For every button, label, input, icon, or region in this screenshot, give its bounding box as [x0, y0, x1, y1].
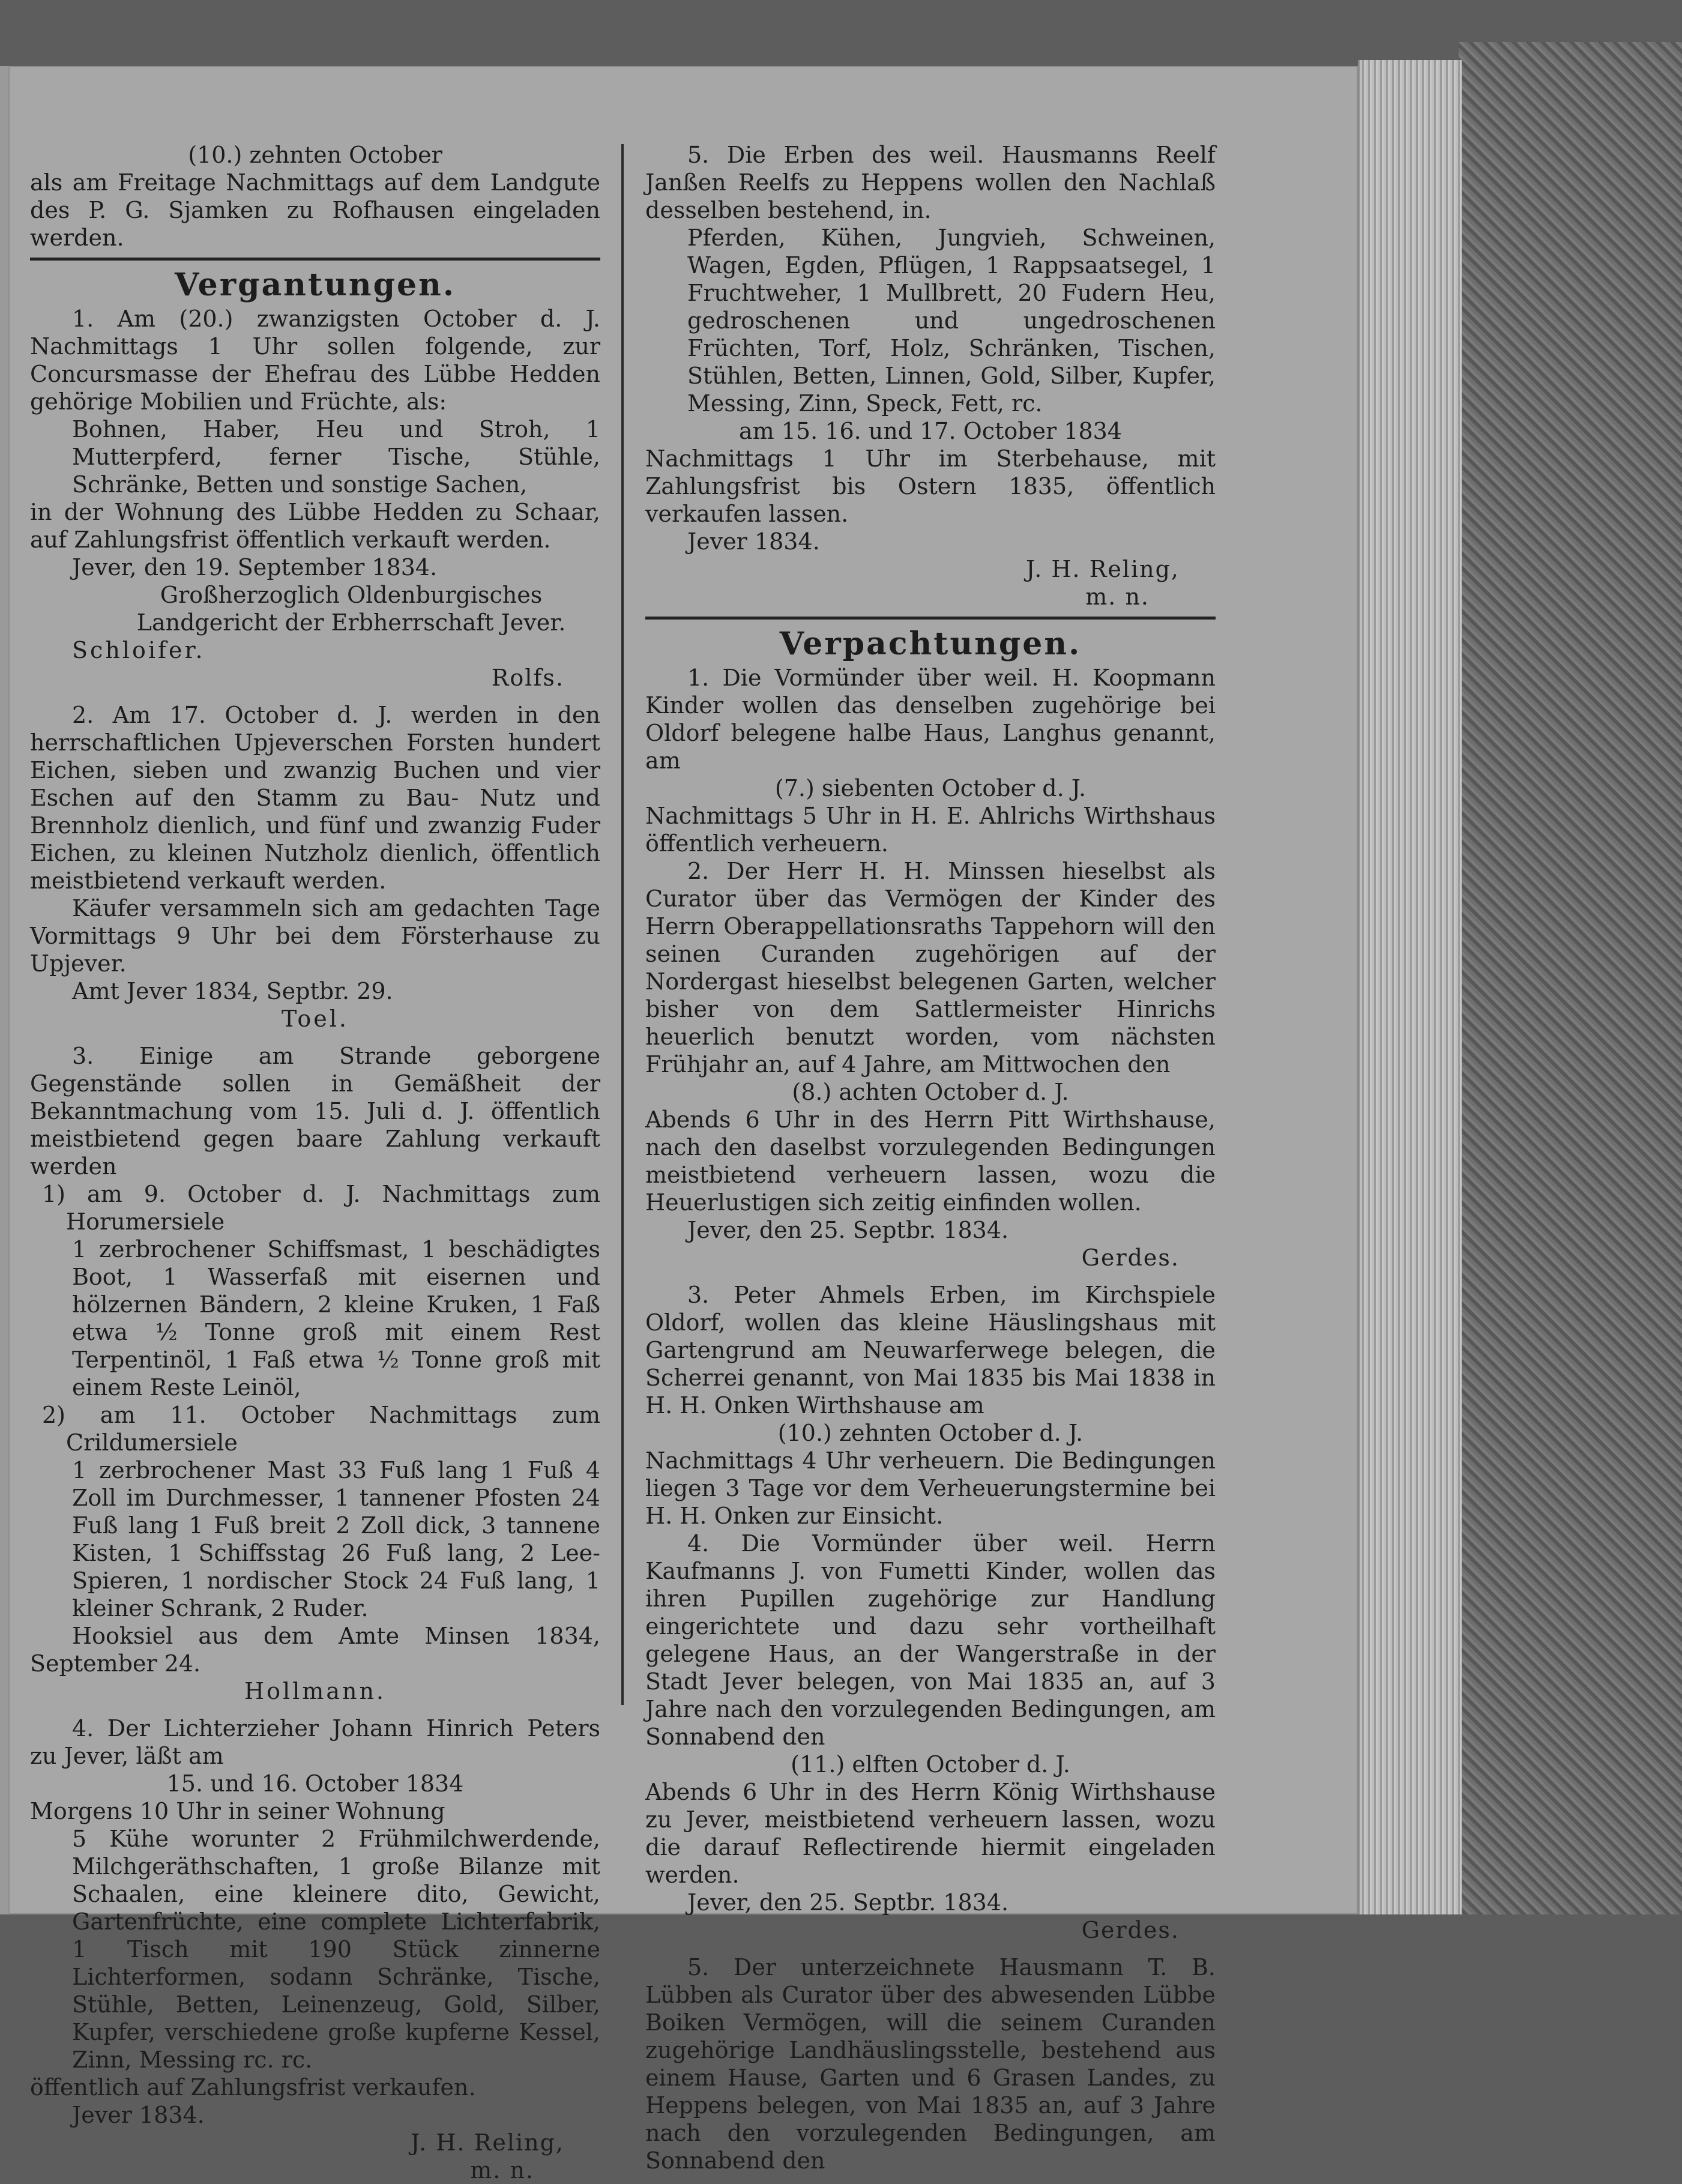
notice-5-items: Pferden, Kühen, Jungvieh, Schweinen, Wagen, Egden, Pflügen, 1 Rappsaatsegel, 1 Fruchtweher, 1 Mullbrett, 20 Fudern Heu, gedroschenen und ungedroschenen Früchten, Torf, Holz, Schränken, Tischen, Stühlen, Betten, Linnen, Gold, Silber, Kupfer, Messing, Zinn, Speck, Fett, rc. — [687, 225, 1216, 417]
spacer — [645, 1271, 1216, 1281]
notice-5-date-line: am 15. 16. und 17. October 1834 — [738, 418, 1122, 444]
notice-2-text: 2. Am 17. October d. J. werden in den herrschaftlichen Upjeverschen Forsten hundert Eichen, sieben und zwanzig Buchen und vier Eschen auf den Stamm zu Bau- Nutz und Brennholz dienlich, und fünf und zwanzig Fuder Eichen, zu kleinen Nutzholz dienlich, öffentlich meistbietend verkauft werden. — [30, 702, 600, 894]
notice-5-signature: J. H. Reling, — [1025, 556, 1180, 582]
lease-3-intro: 3. Peter Ahmels Erben, im Kirchspiele Oldorf, wollen das kleine Häuslingshaus mit Gartengrund am Neuwarferwege belegen, die Scherrei genannt, von Mai 1835 bis Mai 1838 in H. H. Onken Wirthshause am — [645, 1282, 1216, 1419]
notice-4-items: 5 Kühe worunter 2 Frühmilchwerdende, Milchgeräthschaften, 1 große Bilanze mit Schaalen, eine kleinere dito, Gewicht, Gartenfrüchte, eine complete Lichterfabrik, 1 Tisch mit 190 Stück zinnerne Lichterformen, sodann Schränke, Tische, Stühle, Betten, Leinenzeug, Gold, Silber, Kupfer, verschiedene große kupferne Kessel, Zinn, Messing rc. rc. — [72, 1826, 600, 2073]
lease-5-text: 5. Der unterzeichnete Hausmann T. B. Lübben als Curator über des abwesenden Lübbe Boiken Vermögen, will die seinem Curanden zugehörige Landhäuslingsstelle, bestehend aus einem Hause, Garten und 6 Grasen Landes, zu Heppens belegen, von Mai 1835 an, auf 3 Jahre nach den vorzulegenden Bedingungen, am Sonnabend den — [645, 1954, 1216, 2174]
spacer — [645, 1944, 1216, 1953]
left-column — [30, 141, 600, 2184]
notice-4-signature: J. H. Reling, — [410, 2129, 564, 2156]
spacer — [30, 1033, 600, 1042]
page-edges — [1358, 60, 1462, 1914]
notice-1-outro: in der Wohnung des Lübbe Hedden zu Schaar, auf Zahlungsfrist öffentlich verkauft werden. — [30, 499, 600, 553]
lease-3-outro: Nachmittags 4 Uhr verheuern. Die Bedingungen liegen 3 Tage vor dem Verheuerungstermine bei H. H. Onken zur Einsicht. — [645, 1447, 1216, 1529]
notice-5-intro: 5. Die Erben des weil. Hausmanns Reelf Janßen Reelfs zu Heppens wollen den Nachlaß desselben bestehend, in. — [645, 142, 1216, 223]
notice-4-date-line: 15. und 16. October 1834 — [166, 1770, 464, 1797]
lease-3-date-line: (10.) zehnten October d. J. — [777, 1420, 1084, 1446]
lease-1-date-line: (7.) siebenten October d. J. — [774, 775, 1087, 801]
notice-1-intro: 1. Am (20.) zwanzigsten October d. J. Nachmittags 1 Uhr sollen folgende, zur Concursmasse der Ehefrau des Lübbe Hedden gehörige Mobilien und Früchte, als: — [30, 306, 600, 415]
spacer — [30, 692, 600, 701]
notice-4-outro: öffentlich auf Zahlungsfrist verkaufen. — [30, 2074, 476, 2101]
notice-1-signature-1: Schloifer. — [72, 637, 205, 663]
column-divider — [621, 144, 624, 1705]
lease-2-outro: Abends 6 Uhr in des Herrn Pitt Wirthshause, nach den daselbst vorzulegenden Bedingungen meistbietend verheuern lassen, wozu die Heuerlustigen sich zeitig einfinden wollen. — [645, 1106, 1216, 1216]
notice-2-text-2: Käufer versammeln sich am gedachten Tage Vormittags 9 Uhr bei dem Försterhause zu Upjever. — [30, 895, 600, 977]
continued-date-line: (10.) zehnten October — [188, 142, 442, 168]
lease-4-intro: 4. Die Vormünder über weil. Herrn Kaufmanns J. von Fumetti Kinder, wollen das ihren Pupillen zugehörige zur Handlung eingerichtete und dazu sehr vortheilhaft gelegene Haus, an der Wangerstraße in der Stadt Jever belegen, von Mai 1835 an, auf 3 Jahre nach den vorzulegenden Bedingungen, am Sonnabend den — [645, 1530, 1216, 1750]
lease-4-date: Jever, den 25. Septbr. 1834. — [687, 1889, 1009, 1916]
notice-2-date: Amt Jever 1834, Septbr. 29. — [72, 978, 393, 1004]
lease-2-intro: 2. Der Herr H. H. Minssen hieselbst als Curator über das Vermögen der Kinder des Herrn Oberappellationsraths Tappehorn will den seinen Curanden zugehörigen auf der Nordergast hieselbst belegenen Garten, welcher bisher von dem Sattlermeister Hinrichs heuerlich benutzt worden, vom nächsten Frühjahr an, auf 4 Jahre, am Mittwochen den — [645, 858, 1216, 1078]
section-heading-vergantungen: Vergantungen. — [175, 267, 456, 303]
notice-5-outro: Nachmittags 1 Uhr im Sterbehause, mit Zahlungsfrist bis Ostern 1835, öffentlich verkaufen lassen. — [645, 445, 1216, 527]
notice-4-time: Morgens 10 Uhr in seiner Wohnung — [30, 1798, 445, 1824]
notice-3-sub-1-label: 1) am 9. October d. J. Nachmittags zum Horumersiele — [42, 1181, 600, 1235]
book-cover-texture — [1459, 42, 1682, 1914]
lease-4-date-line: (11.) elften October d. J. — [791, 1751, 1070, 1778]
notice-4-place: Jever 1834. — [72, 2102, 205, 2128]
spacer — [30, 1705, 600, 1715]
notice-5-signature-suffix: m. n. — [1085, 584, 1150, 610]
lease-4-outro: Abends 6 Uhr in des Herrn König Wirthshause zu Jever, meistbietend verheuern lassen, wozu die darauf Reflectirende hiermit eingeladen werden. — [645, 1779, 1216, 1888]
notice-1-authority: Großherzoglich Oldenburgisches Landgericht der Erbherrschaft Jever. — [136, 582, 566, 636]
notice-1-signature-2: Rolfs. — [491, 665, 564, 691]
notice-3-intro: 3. Einige am Strande geborgene Gegenstände sollen in Gemäßheit der Bekanntmachung vom 15. Juli d. J. öffentlich meistbietend gegen baare Zahlung verkauft werden — [30, 1043, 600, 1180]
section-heading-verpachtungen: Verpachtungen. — [779, 626, 1082, 662]
lease-2-date: Jever, den 25. Septbr. 1834. — [687, 1217, 1009, 1243]
notice-1-date: Jever, den 19. September 1834. — [72, 554, 438, 581]
lease-2-date-line: (8.) achten October d. J. — [792, 1079, 1069, 1105]
lease-2-signature: Gerdes. — [1081, 1244, 1180, 1271]
lease-1-intro: 1. Die Vormünder über weil. H. Koopmann Kinder wollen das denselben zugehörige bei Oldorf belegene halbe Haus, Langhus genannt, am — [645, 665, 1216, 774]
lease-4-signature: Gerdes. — [1081, 1917, 1180, 1943]
right-column — [645, 141, 1216, 2174]
notice-2-signature: Toel. — [282, 1006, 349, 1032]
lease-1-outro: Nachmittags 5 Uhr in H. E. Ahlrichs Wirthshaus öffentlich verheuern. — [645, 803, 1216, 857]
notice-4-intro: 4. Der Lichterzieher Johann Hinrich Peters zu Jever, läßt am — [30, 1715, 600, 1769]
section-rule — [645, 617, 1216, 620]
notice-5-place: Jever 1834. — [687, 528, 820, 555]
notice-3-sub-1-items: 1 zerbrochener Schiffsmast, 1 beschädigtes Boot, 1 Wasserfaß mit eisernen und hölzernen Bändern, 2 kleine Kruken, 1 Faß etwa ½ Tonne groß mit einem Rest Terpentinöl, 1 Faß etwa ½ Tonne groß mit einem Reste Leinöl, — [72, 1236, 600, 1401]
notice-3-sub-2-label: 2) am 11. October Nachmittags zum Crildumersiele — [42, 1402, 600, 1456]
notice-3-date: Hooksiel aus dem Amte Minsen 1834, September 24. — [30, 1623, 600, 1677]
notice-3-sub-2-items: 1 zerbrochener Mast 33 Fuß lang 1 Fuß 4 Zoll im Durchmesser, 1 tannener Pfosten 24 Fuß lang 1 Fuß breit 2 Zoll dick, 3 tannene Kisten, 1 Schiffsstag 26 Fuß lang, 2 Lee-Spieren, 1 nordischer Stock 24 Fuß lang, 1 kleiner Schrank, 2 Ruder. — [72, 1457, 600, 1621]
notice-3-signature: Hollmann. — [244, 1678, 387, 1704]
continued-text: als am Freitage Nachmittags auf dem Landgute des P. G. Sjamken zu Rofhausen eingeladen werden. — [30, 169, 600, 251]
notice-4-signature-suffix: m. n. — [470, 2157, 534, 2183]
section-rule — [30, 258, 600, 261]
notice-1-items: Bohnen, Haber, Heu und Stroh, 1 Mutterpferd, ferner Tische, Stühle, Schränke, Betten und sonstige Sachen, — [72, 416, 600, 498]
